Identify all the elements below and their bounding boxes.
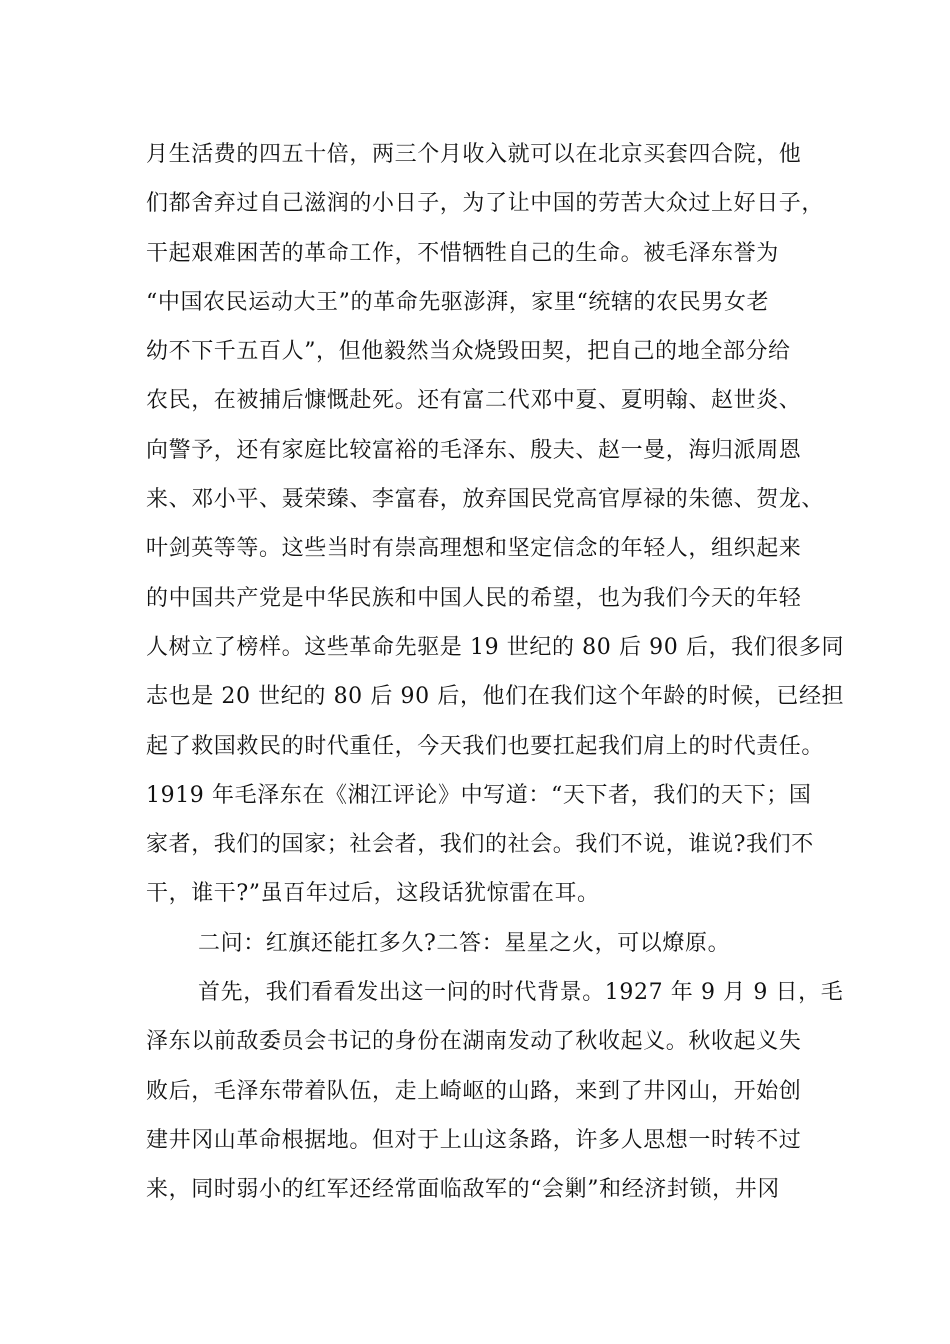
text-line: 来、邓小平、聂荣臻、李富春，放弃国民党高官厚禄的朱德、贺龙、 — [146, 487, 825, 513]
text-line: 来，同时弱小的红军还经常面临敌军的“会剿”和经济封锁，井冈 — [146, 1177, 780, 1203]
paragraph-first-line: 首先，我们看看发出这一问的时代背景。1927 年 9 月 9 日，毛 — [198, 980, 844, 1006]
section-question-line: 二问：红旗还能扛多久?二答：星星之火，可以燎原。 — [198, 930, 731, 956]
text-line: 建井冈山革命根据地。但对于上山这条路，许多人思想一时转不过 — [146, 1127, 802, 1153]
text-line: 家者，我们的国家；社会者，我们的社会。我们不说，谁说?我们不 — [146, 832, 814, 858]
text-line: 向警予，还有家庭比较富裕的毛泽东、殷夫、赵一曼，海归派周恩 — [146, 437, 802, 463]
text-line: 农民，在被捕后慷慨赴死。还有富二代邓中夏、夏明翰、赵世炎、 — [146, 388, 802, 414]
text-line: 干，谁干?”虽百年过后，这段话犹惊雷在耳。 — [146, 881, 600, 907]
text-line: 干起艰难困苦的革命工作，不惜牺牲自己的生命。被毛泽东誉为 — [146, 240, 779, 266]
text-line: 1919 年毛泽东在《湘江评论》中写道：“天下者，我们的天下；国 — [146, 782, 812, 808]
text-line: “中国农民运动大王”的革命先驱澎湃，家里“统辖的农民男女老 — [146, 289, 770, 315]
text-line: 叶剑英等等。这些当时有崇高理想和坚定信念的年轻人，组织起来 — [146, 536, 802, 562]
text-line: 志也是 20 世纪的 80 后 90 后，他们在我们这个年龄的时候，已经担 — [146, 684, 845, 710]
text-line: 们都舍弃过自己滋润的小日子，为了让中国的劳苦大众过上好日子， — [146, 191, 825, 217]
text-line: 幼不下千五百人”，但他毅然当众烧毁田契，把自己的地全部分给 — [146, 339, 791, 365]
text-line: 的中国共产党是中华民族和中国人民的希望，也为我们今天的年轻 — [146, 585, 802, 611]
text-line: 泽东以前敌委员会书记的身份在湖南发动了秋收起义。秋收起义失 — [146, 1029, 802, 1055]
text-line: 败后，毛泽东带着队伍，走上崎岖的山路，来到了井冈山，开始创 — [146, 1078, 802, 1104]
text-line: 月生活费的四五十倍，两三个月收入就可以在北京买套四合院，他 — [146, 142, 802, 167]
body-text — [146, 130, 845, 1215]
text-line: 起了救国救民的时代重任，今天我们也要扛起我们肩上的时代责任。 — [146, 733, 825, 759]
text-line: 人树立了榜样。这些革命先驱是 19 世纪的 80 后 90 后，我们很多同 — [146, 634, 845, 660]
